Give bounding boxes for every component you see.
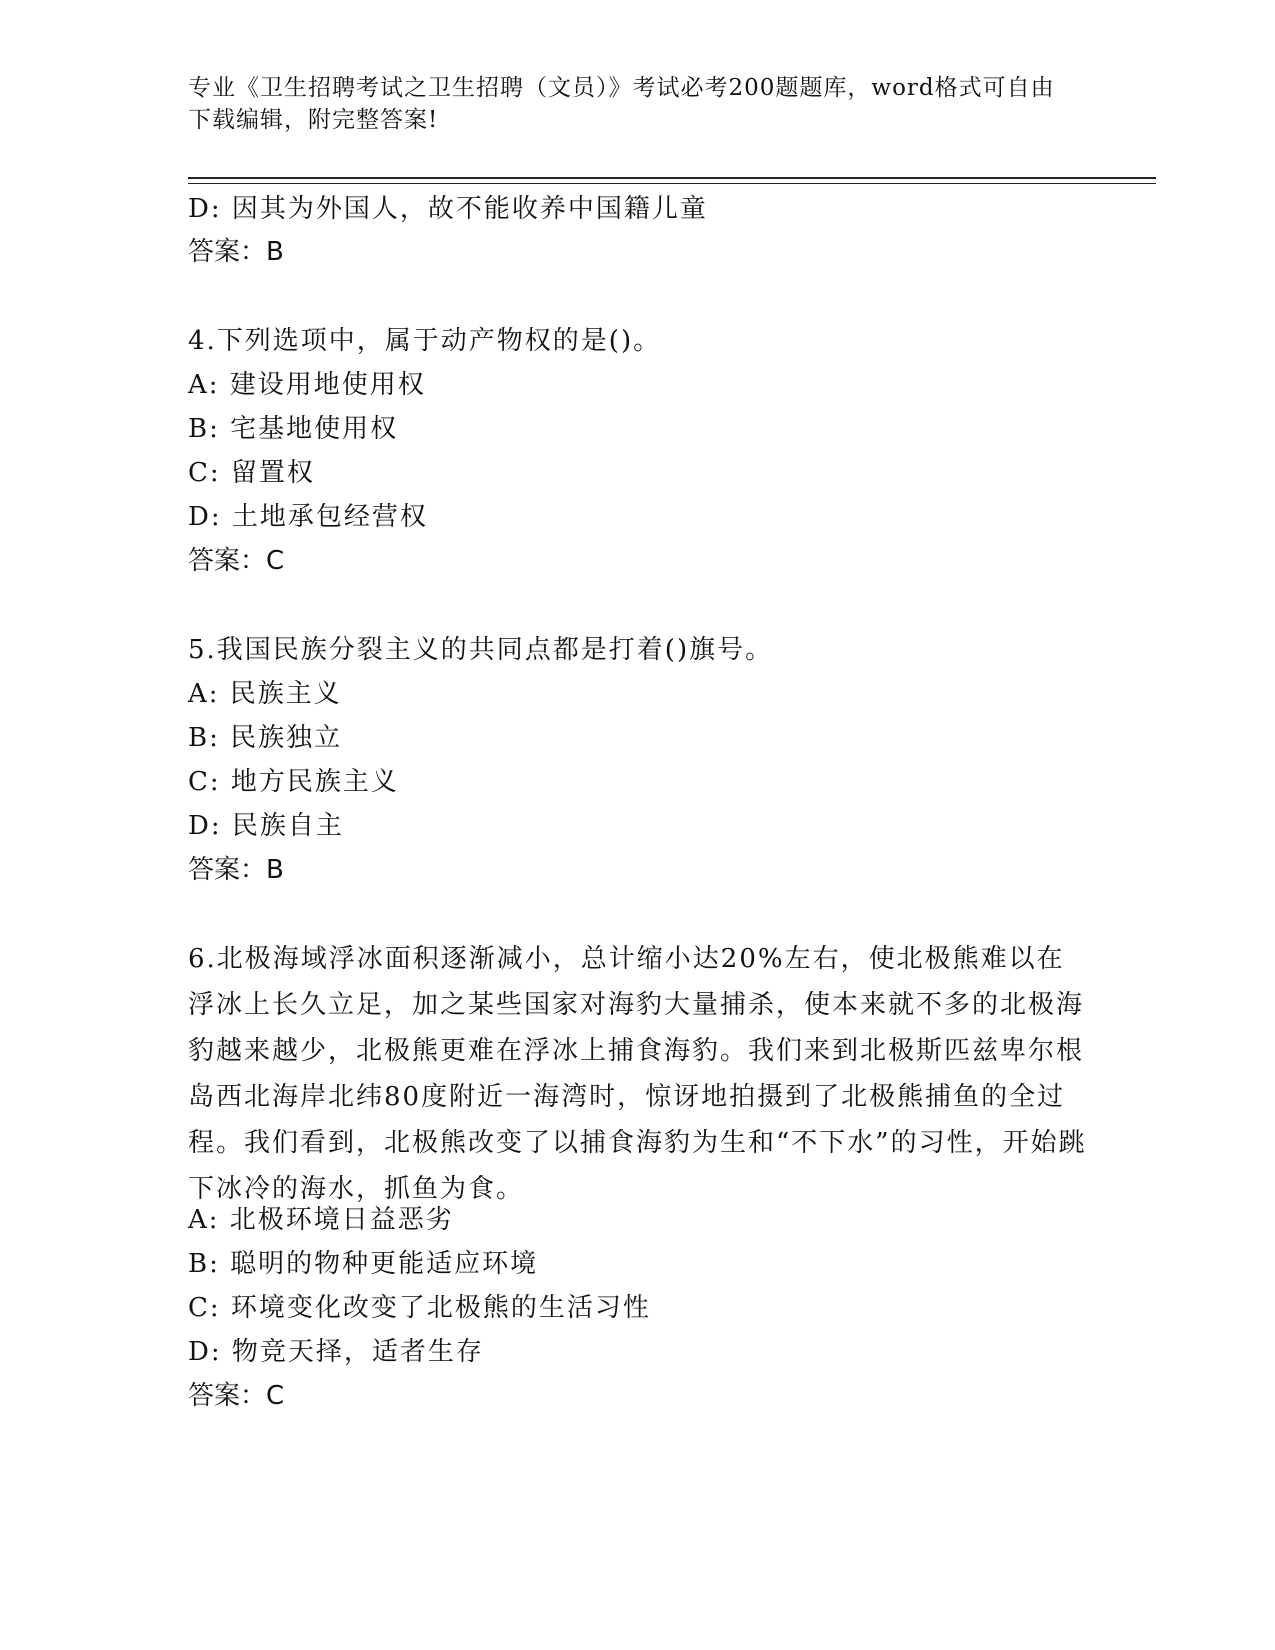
q5-option-d: D: 民族自主	[188, 811, 344, 841]
q6-option-d: D: 物竞天择，适者生存	[188, 1337, 484, 1367]
q3-option-d: D: 因其为外国人，故不能收养中国籍儿童	[188, 194, 708, 224]
q6-question: 6.北极海域浮冰面积逐渐减小，总计缩小达20%左右，使北极熊难以在浮冰上长久立足，加之某些国家对海豹大量捕杀，使本来就不多的北极海豹越来越少，北极熊更难在浮冰上捕食海豹。我们来到北极斯匹兹卑尔根岛西北海岸北纬80度附近一海湾时，惊讶地拍摄到了北极熊捕鱼的全过程。我们看到，北极熊改变了以捕食海豹为生和“不下水”的习性，开始跳下冰冷的海水，抓鱼为食。	[188, 944, 1087, 1204]
header-rule-thin	[188, 183, 1156, 184]
q4-question: 4.下列选项中，属于动产物权的是()。	[188, 326, 662, 356]
q6-option-a: A: 北极环境日益恶劣	[188, 1205, 454, 1235]
q4-option-a: A: 建设用地使用权	[188, 370, 426, 400]
document-header: 专业《卫生招聘考试之卫生招聘（文员）》考试必考200题题库，word格式可自由下载编辑，附完整答案!	[188, 75, 1055, 133]
header-rule-thick	[188, 177, 1156, 179]
q6-answer: 答案：C	[188, 1381, 285, 1411]
q4-option-b: B: 宅基地使用权	[188, 414, 399, 444]
q5-option-b: B: 民族独立	[188, 723, 343, 753]
q4-option-d: D: 土地承包经营权	[188, 502, 428, 532]
q5-answer: 答案：B	[188, 855, 284, 885]
q4-answer: 答案：C	[188, 546, 285, 576]
q5-option-a: A: 民族主义	[188, 679, 342, 709]
q6-option-c: C: 环境变化改变了北极熊的生活习性	[188, 1293, 651, 1323]
q4-option-c: C: 留置权	[188, 458, 315, 488]
q5-question: 5.我国民族分裂主义的共同点都是打着()旗号。	[188, 635, 774, 665]
q5-option-c: C: 地方民族主义	[188, 767, 399, 797]
q6-option-b: B: 聪明的物种更能适应环境	[188, 1249, 539, 1279]
q3-answer: 答案：B	[188, 237, 284, 267]
